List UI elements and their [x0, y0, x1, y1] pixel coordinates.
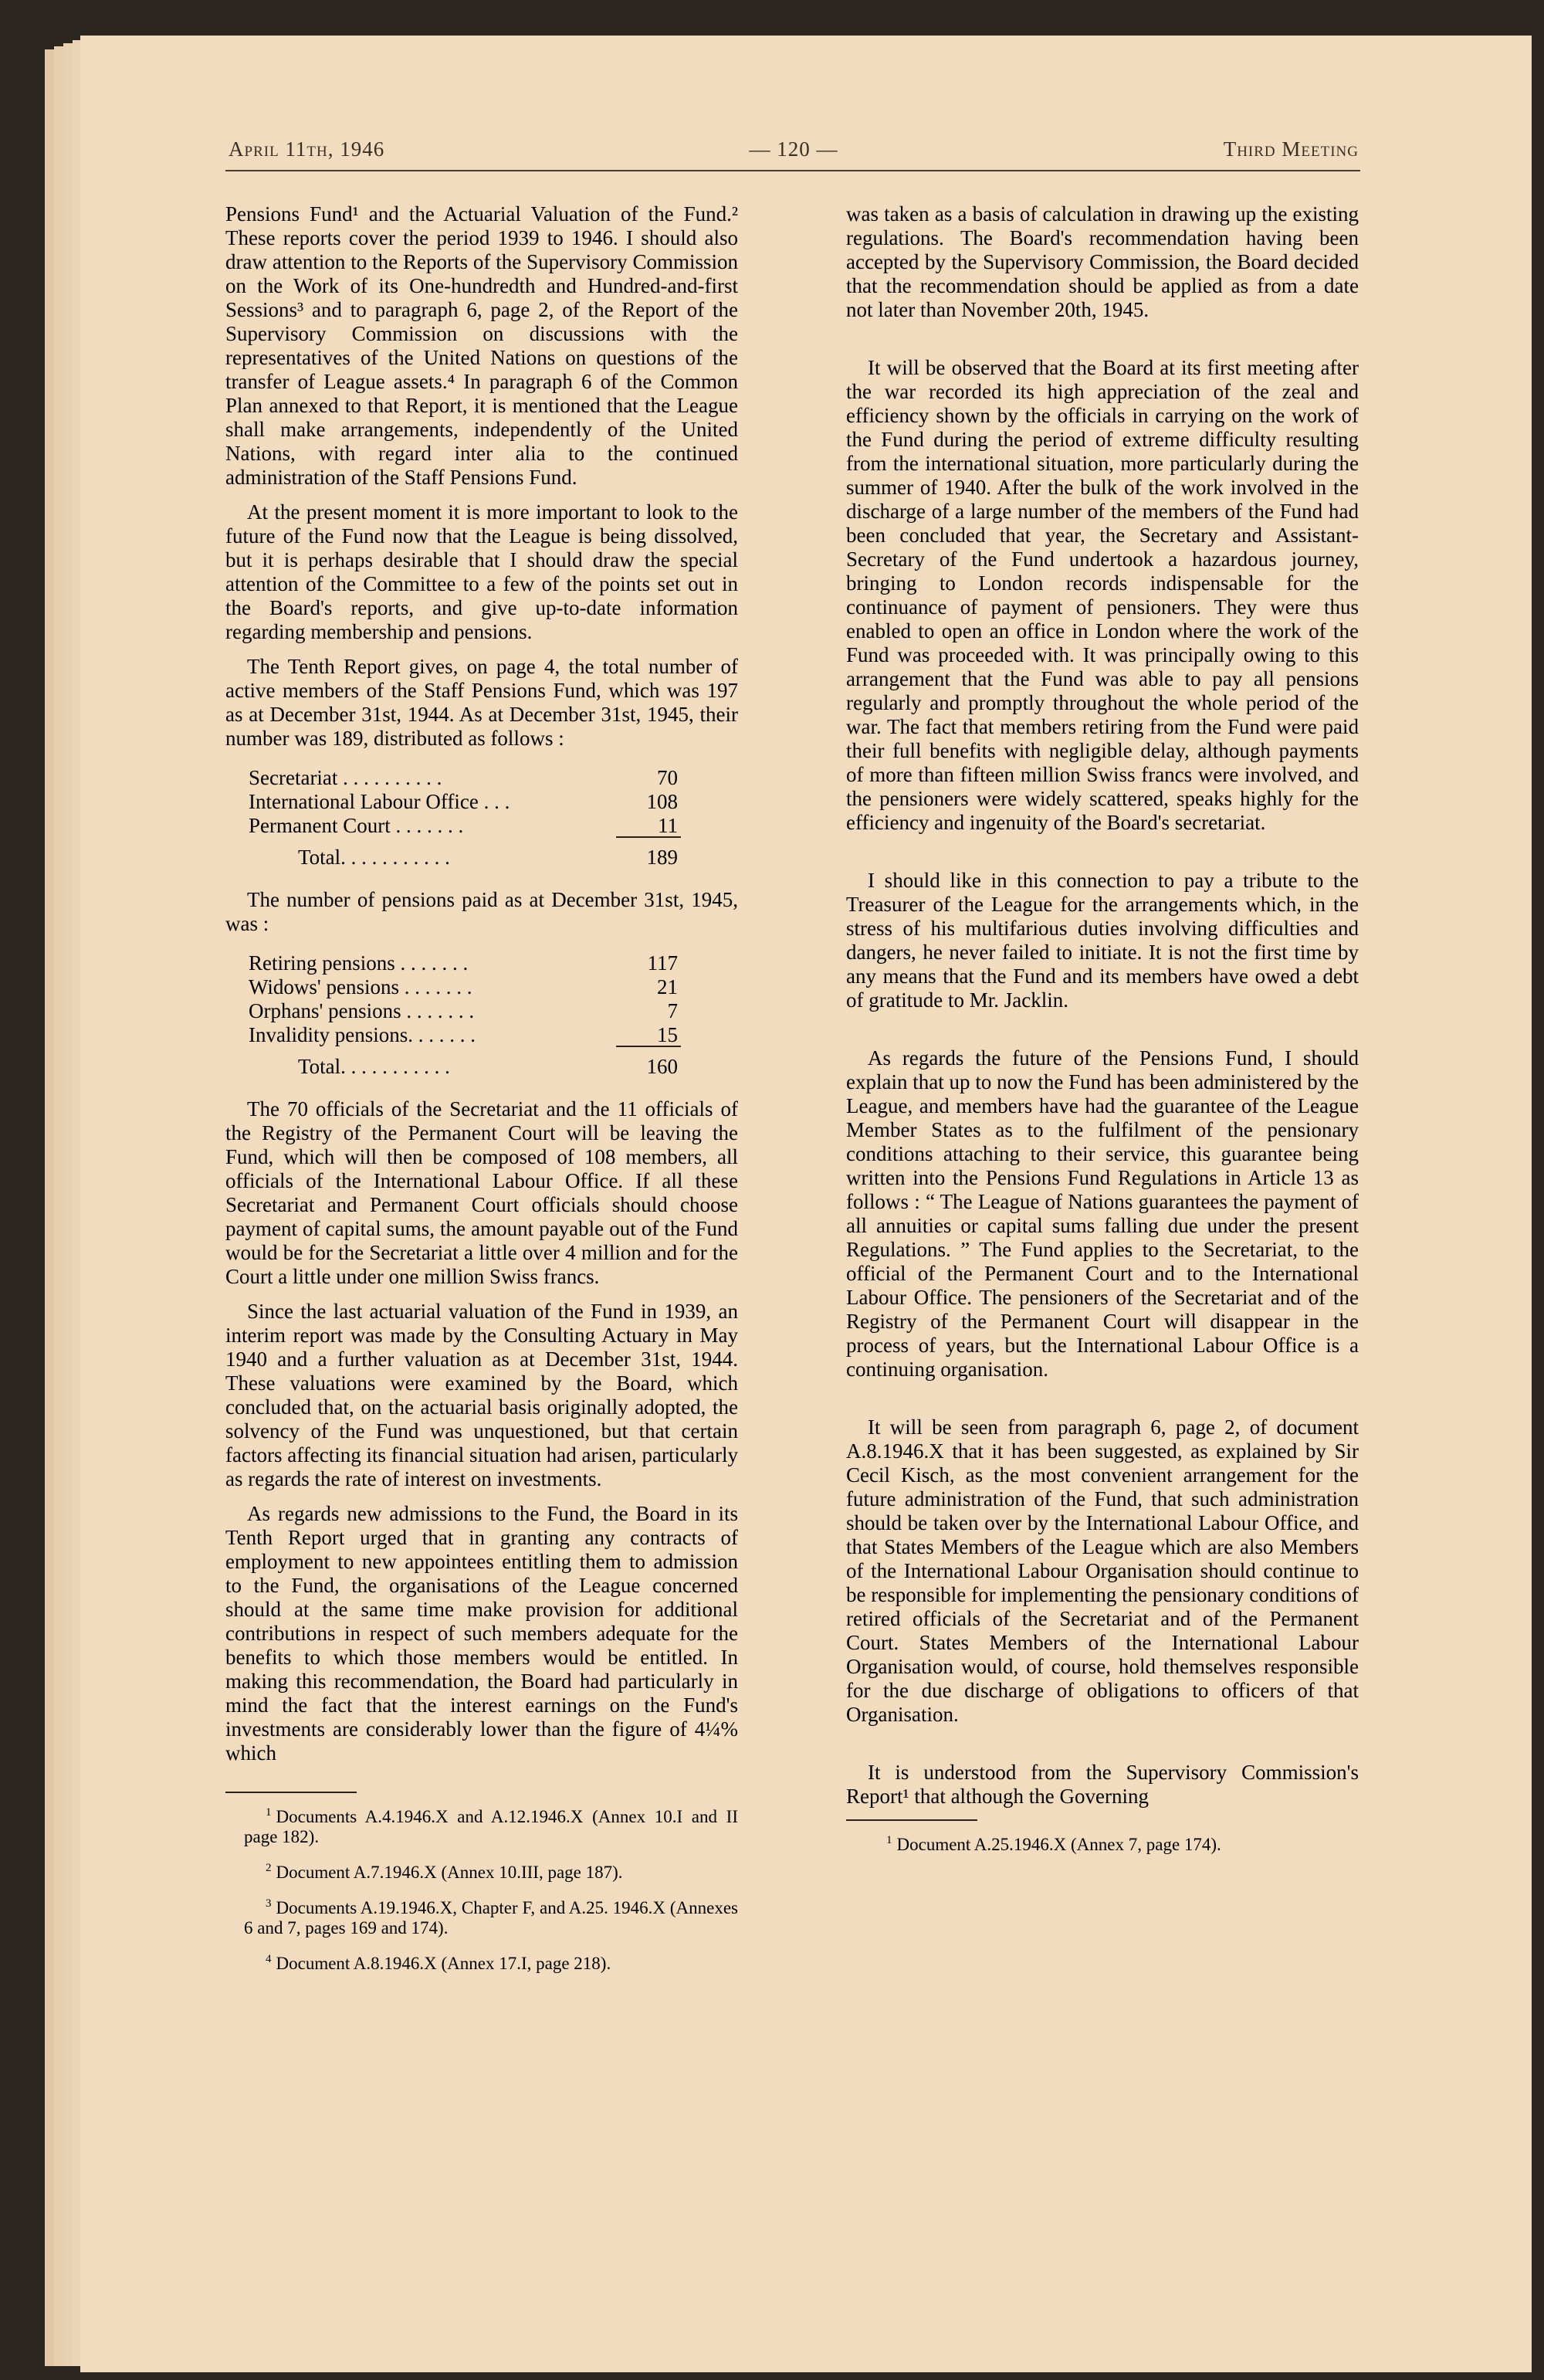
- footnote-rule: [846, 1819, 977, 1821]
- paragraph: It is understood from the Supervisory Commission's Report¹ that although the Governing: [846, 1761, 1359, 1808]
- header-rule: [225, 170, 1360, 171]
- footnote-text: Document A.25.1946.X (Annex 7, page 174).: [896, 1835, 1221, 1854]
- row-value: 70: [657, 766, 678, 789]
- paragraph: I should like in this connection to pay a tribute to the Treasurer of the League for the arrangements which, in the stress of his multifarious duties involving difficulties and dangers, he never failed to initiate. It is not the first time by any means that the Fund and its members have owed a debt of gratitude to Mr. Jacklin.: [846, 869, 1359, 1012]
- footnote-text: Document A.7.1946.X (Annex 10.III, page 187).: [276, 1863, 623, 1882]
- row-value: 15: [616, 1023, 681, 1047]
- footnote-number: 4: [266, 1953, 272, 1965]
- page-number: — 120 —: [749, 137, 838, 161]
- table-row: [249, 975, 681, 999]
- row-value: 11: [616, 814, 681, 838]
- footnote-number: 3: [266, 1897, 272, 1910]
- table-total-row: [249, 1055, 681, 1079]
- paragraph: The number of pensions paid as at December 31st, 1945, was :: [225, 888, 738, 935]
- footnote: [225, 1893, 738, 1938]
- table-row: [249, 790, 681, 814]
- table-row: [249, 1023, 681, 1047]
- footnote-text: Documents A.4.1946.X and A.12.1946.X (Annex 10.I and II page 182).: [244, 1807, 738, 1846]
- table-row: [249, 951, 681, 975]
- members-table: [249, 766, 681, 870]
- row-label: Permanent Court . . . . . . .: [249, 814, 464, 837]
- paragraph: At the present moment it is more important to look to the future of the Fund now that the League is being dissolved, but it is perhaps desirable that I should draw the special attention of the Committee to a few of the points set out in the Board's reports, and give up-to-date information regarding membership and pensions.: [225, 500, 738, 643]
- paragraph: Pensions Fund¹ and the Actuarial Valuation of the Fund.² These reports cover the period 1939 to 1946. I should also draw attention to the Reports of the Supervisory Commission on the Work of its One-hundredth and Hundred-and-first Sessions³ and to paragraph 6, page 2, of the Report of the Supervisory Commission on discussions with the representatives of the United Nations on questions of the transfer of League assets.⁴ In paragraph 6 of the Common Plan annexed to that Report, it is mentioned that the League shall make arrangements, independently of the United Nations, with regard inter alia to the continued administration of the Staff Pensions Fund.: [225, 202, 738, 489]
- row-label: Widows' pensions . . . . . . .: [249, 975, 472, 998]
- table-row: [249, 814, 681, 838]
- paragraph: was taken as a basis of calculation in drawing up the existing regulations. The Board's recommendation having been accepted by the Supervisory Commission, the Board decided that the recommendation should be applied as from a date not later than November 20th, 1945.: [846, 202, 1359, 321]
- pensions-table: [249, 951, 681, 1079]
- table-total-row: [249, 846, 681, 870]
- row-value: 7: [667, 999, 678, 1022]
- paragraph: The 70 officials of the Secretariat and the 11 officials of the Registry of the Permanent Court will be leaving the Fund, which will then be composed of 108 members, all officials of the International Labour Office. If all these Secretariat and Permanent Court officials should choose payment of capital sums, the amount payable out of the Fund would be for the Secretariat a little over 4 million and for the Court a little under one million Swiss francs.: [225, 1097, 738, 1288]
- footnote-number: 1: [266, 1806, 272, 1819]
- table-row: [249, 766, 681, 790]
- paragraph: Since the last actuarial valuation of the Fund in 1939, an interim report was made by the Consulting Actuary in May 1940 and a further valuation as at December 31st, 1944. These valuations were examined by the Board, which concluded that, on the actuarial basis originally adopted, the solvency of the Fund was unquestioned, but that certain factors affecting its financial situation had arisen, particularly as regards the rate of interest on investments.: [225, 1300, 738, 1490]
- footnote: [846, 1830, 1359, 1855]
- total-label: Total. . . . . . . . . . .: [298, 846, 450, 869]
- table-row: [249, 999, 681, 1023]
- header-date: April 11th, 1946: [229, 137, 385, 161]
- total-value: 189: [646, 846, 678, 869]
- paragraph: As regards the future of the Pensions Fund, I should explain that up to now the Fund has been administered by the League, and members have had the guarantee of the League Member States as to the fulfilment of the pensionary conditions attaching to their service, this guarantee being written into the Pensions Fund Regulations in Article 13 as follows : “ The League of Nations guarantees the payment of all annuities or capital sums falling due under the present Regulations. ” The Fund applies to the Secretariat, to the official of the Permanent Court and to the International Labour Office. The pensioners of the Secretariat and of the Registry of the Permanent Court will disappear in the process of years, but the International Labour Office is a continuing organisation.: [846, 1046, 1359, 1381]
- footnote: [225, 1802, 738, 1847]
- row-label: Secretariat . . . . . . . . . .: [249, 766, 442, 789]
- row-value: 108: [646, 790, 678, 813]
- row-value: 117: [647, 951, 678, 975]
- paragraph: The Tenth Report gives, on page 4, the total number of active members of the Staff Pensions Fund, which was 197 as at December 31st, 1944. As at December 31st, 1945, their number was 189, distributed as follows :: [225, 655, 738, 750]
- footnote-text: Documents A.19.1946.X, Chapter F, and A.25. 1946.X (Annexes 6 and 7, pages 169 and 174).: [244, 1898, 738, 1938]
- row-label: Invalidity pensions. . . . . . .: [249, 1023, 476, 1046]
- left-column: [225, 202, 738, 1985]
- total-value: 160: [646, 1055, 678, 1078]
- row-value: 21: [657, 975, 678, 998]
- paragraph: It will be observed that the Board at its first meeting after the war recorded its high appreciation of the zeal and efficiency shown by the officials in carrying on the work of the Fund during the period of extreme difficulty resulting from the international situation, more particularly during the summer of 1940. After the bulk of the work involved in the discharge of a large number of the members of the Fund had been concluded that year, the Secretary and Assistant-Secretary of the Fund undertook a hazardous journey, bringing to London records indispensable for the continuance of payment of pensioners. They were thus enabled to open an office in London where the work of the Fund was proceeded with. It was principally owing to this arrangement that the Fund was able to pay all pensions regularly and promptly throughout the whole period of the war. The fact that members retiring from the Fund were paid their full benefits with negligible delay, although payments of more than fifteen million Swiss francs were involved, and the pensioners were widely scattered, speaks highly for the efficiency and ingenuity of the Board's secretariat.: [846, 356, 1359, 834]
- footnote-number: 2: [266, 1862, 272, 1874]
- row-label: International Labour Office . . .: [249, 790, 510, 813]
- footnote-rule: [225, 1792, 357, 1793]
- footnote: [225, 1858, 738, 1883]
- row-label: Orphans' pensions . . . . . . .: [249, 999, 475, 1022]
- footnote-text: Document A.8.1946.X (Annex 17.I, page 218).: [276, 1954, 611, 1973]
- paragraph: As regards new admissions to the Fund, the Board in its Tenth Report urged that in granting any contracts of employment to new appointees entitling them to admission to the Fund, the organisations of the League concerned should at the same time make provision for additional contributions in respect of such members adequate for the benefits to which those members would be entitled. In making this recommendation, the Board had particularly in mind the fact that the interest earnings on the Fund's investments are considerably lower than the figure of 4¼% which: [225, 1502, 738, 1765]
- paragraph: It will be seen from paragraph 6, page 2, of document A.8.1946.X that it has been suggested, as explained by Sir Cecil Kisch, as the most convenient arrangement for the future administration of the Fund, that such administration should be taken over by the International Labour Office, and that States Members of the League which are also Members of the International Labour Organisation should continue to be responsible for implementing the pensionary conditions of retired officials of the Secretariat and of the Permanent Court. States Members of the International Labour Organisation would, of course, hold themselves responsible for the due discharge of obligations to officers of that Organisation.: [846, 1415, 1359, 1726]
- total-label: Total. . . . . . . . . . .: [298, 1055, 450, 1078]
- footnote: [225, 1949, 738, 1974]
- right-column: [846, 202, 1359, 1866]
- footnote-number: 1: [886, 1834, 892, 1846]
- row-label: Retiring pensions . . . . . . .: [249, 951, 469, 975]
- header-meeting: Third Meeting: [1223, 137, 1359, 161]
